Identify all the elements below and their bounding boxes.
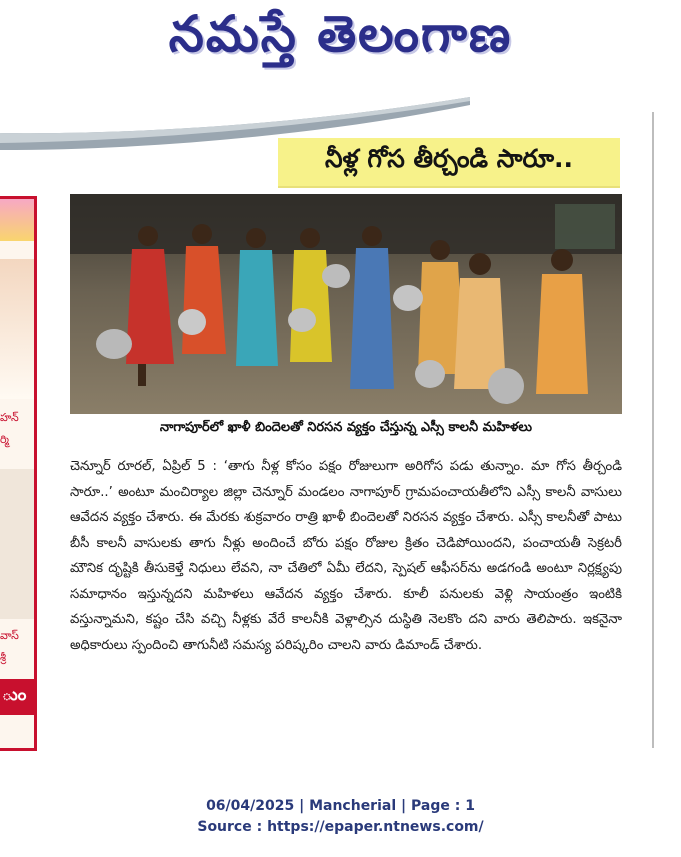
photo-caption: నాగాపూర్‌లో ఖాళీ బిందెలతో నిరసన వ్యక్తం చేస్తున్న ఎస్సీ కాలనీ మహిళలు — [159, 420, 533, 435]
left-advertisement — [0, 196, 37, 751]
ad-red-band: ుం — [0, 679, 34, 715]
edition-info: 06/04/2025 | Mancherial | Page : 1 — [206, 798, 475, 814]
newspaper-title: నమస్తే తెలంగాణ — [168, 4, 513, 63]
page-footer — [0, 796, 681, 838]
ad-floral-banner — [0, 199, 34, 241]
headline-box — [278, 138, 620, 188]
source-link[interactable]: Source : https://epaper.ntnews.com/ — [197, 819, 484, 835]
ad-text-fragment: వాస్ — [0, 629, 19, 642]
news-photo — [70, 194, 622, 414]
ad-text-fragment: శ్రీ — [0, 651, 7, 664]
ad-text-fragment: ర్మి — [0, 433, 9, 446]
ad-portrait-image-2 — [0, 469, 34, 619]
article-headline: నీళ్ల గోస తీర్చండి సారూ.. — [324, 144, 574, 173]
article-body: చెన్నూర్ రూరల్, ఏప్రిల్ 5 : ‘తాగు నీళ్ల కోసం పక్షం రోజులుగా అరిగోస పడు తున్నాం. మా గోస తీర్చండి సారూ..’ అంటూ మంచిర్యాల జిల్లా చెన్నూర్ మండలం నాగాపూర్ గ్రామపంచాయతీలోని ఎస్సీ కాలనీ వాసులు ఆవేదన వ్యక్తం చేశారు. ఈ మేరకు శుక్రవారం రాత్రి ఖాళీ బిందెలతో నిరసన వ్యక్తం చేశారు. ఎస్సీ కాలనీతో పాటు బీసీ కాలనీ వాసులకు తాగు నీళ్లు అందించే బోరు పక్షం రోజుల క్రితం చెడిపోయిందని, పంచాయతీ సెక్రటరీ మౌనిక దృష్టికి తీసుకెళ్తే నిధులు లేవని, నా చేతిలో ఏమీ లేదని, స్పెషల్ ఆఫీసర్‌ను అడగండి అంటూ నిర్లక్ష్యపు సమాధానం ఇస్తున్నదని మహిళలు ఆవేదన వ్యక్తం చేశారు. కూలీ పనులకు వెళ్లి సాయంత్రం ఇంటికి వస్తున్నామని, కష్టం చేసి వచ్చి నీళ్లకు వేరే కాలనీకి వెళ్లాల్సిన దుస్థితి నెలకొం దని వారు తెలిపారు. ఇకనైనా అధికారులు స్పందించి తాగునీటి సమస్య పరిష్కరిం చాలని వారు డిమాండ్ చేశారు. — [70, 459, 622, 653]
masthead — [0, 0, 681, 80]
column-divider — [652, 112, 654, 748]
ad-text-fragment: హన్ — [0, 411, 19, 424]
ad-portrait-image — [0, 259, 34, 399]
